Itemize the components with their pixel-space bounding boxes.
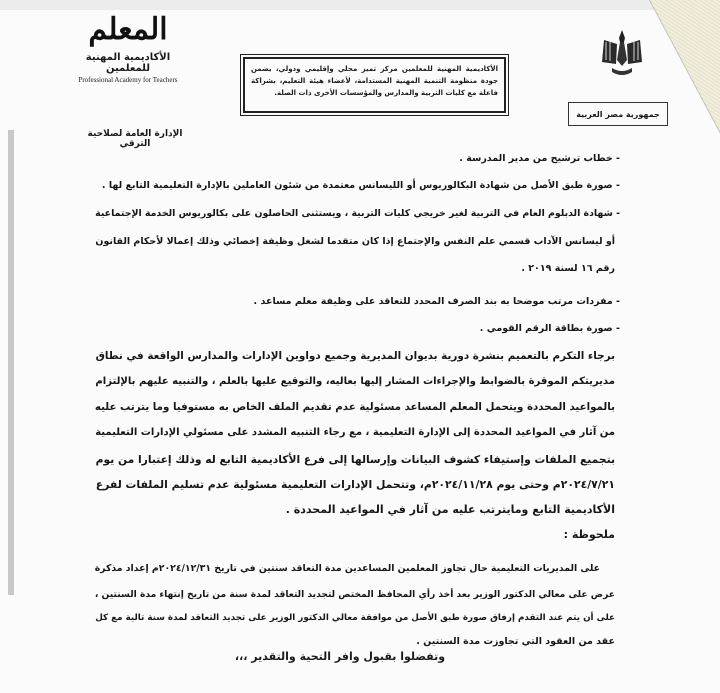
left-margin-bar — [8, 130, 14, 595]
note-line: على المديريات التعليمية حال تجاوز المعلمين المساعدين مدة التعاقد سنتين في تاريخ ٢٠٢٤/١٢/٣١م إعداد مذكرة — [94, 563, 600, 574]
requirement-item-continued: أو ليسانس الآداب قسمي علم النفس والإجتماع إذا كان متقدما لشغل وظيفة إخصائي وذلك إعمالا لأحكام القانون — [95, 236, 615, 247]
body-line: بالمواعيد المحددة ويتحمل المعلم المساعد مسئولية عدم تقديم الملف الخاص به مستوفيا وما يترتب عليه — [94, 401, 615, 413]
requirement-item: - شهادة الدبلوم العام في التربية لغير خريجي كليات التربية ، ويستثنى الحاصلون على بكالوريوس الخدمة الإجتماعية — [95, 208, 620, 219]
academy-logo-icon: المعلم — [88, 12, 168, 47]
body-line: الأكاديمية التابع ومايترتب عليه من آثار في المواعيد المحددة . — [285, 503, 615, 516]
note-title: ملحوظة : — [563, 528, 615, 541]
requirement-item: - صورة بطاقة الرقم القومي . — [480, 323, 620, 334]
requirement-item: - صورة طبق الأصل من شهادة البكالوريوس أو الليسانس معتمدة من شئون العاملين بالإدارة التعليمية التابع لها . — [102, 180, 620, 191]
department-name: الإدارة العامة لصلاحية الترقي — [87, 129, 183, 149]
eagle-emblem-icon — [600, 28, 644, 78]
body-line: مديريتكم الموقرة بالضوابط والإجراءات المشار إليها بعاليه، والتوقيع عليها بالعلم ، والتنبيه عليهم بالإلتزام — [95, 376, 615, 387]
note-line: على أن يتم عند التقدم إرفاق صورة طبق الأصل من موافقة معالي الدكتور الوزير على تجديد التعاقد لمدة سنة تالية مع كل — [95, 613, 615, 623]
country-label: جمهورية مصر العربية — [576, 109, 660, 119]
body-line: ٢٠٢٤/٧/٢١م وحتى يوم ٢٠٢٤/١١/٢٨م، وتتحمل الإدارات التعليمية مسئولية عدم تسليم الملفات لفرع — [95, 478, 615, 491]
mission-statement-box: الأكاديمية المهنية للمعلمين مركز تميز محلي وإقليمي ودولي، يضمن جودة منظومة التنمية المهنية المستدامة، لأعضاء هيئة التعليم، بشراكة فاعلة مع كليات التربية والمدارس والمؤسسات الأخرى ذات الصلة. — [243, 57, 506, 113]
requirement-item: - خطاب ترشيح من مدير المدرسة . — [459, 153, 620, 164]
academy-logo-block — [68, 12, 188, 84]
page-top-edge — [0, 0, 720, 10]
body-line: بتجميع الملفات وإستيفاء كشوف البيانات وإرسالها إلى فرع الأكاديمية التابع له وذلك إعتبارا من يوم — [95, 453, 615, 466]
academy-name-en: Professional Academy for Teachers — [78, 76, 178, 84]
country-label-box — [568, 102, 668, 126]
body-line: برجاء التكرم بالتعميم بنشرة دورية بديوان المديرية وجميع دواوين الإدارات والمدارس الواقعة في نطاق — [95, 350, 615, 362]
academy-name-ar: الأكاديمية المهنية للمعلمين — [85, 52, 171, 74]
note-line: عرض على معالي الدكتور الوزير بعد أخذ رأي المحافظ المختص لتجديد التعاقد لمدة سنة من تاريخ إنتهاء مدة السنتين ، — [94, 590, 615, 600]
requirement-item: - مفردات مرتب موضحا به بند الصرف المحدد للتعاقد على وظيفة معلم مساعد . — [254, 296, 620, 307]
closing-salutation: وتفضلوا بقبول وافر التحية والتقدير ،،، — [234, 650, 446, 663]
note-line: عقد من العقود التي تجاوزت مدة السنتين . — [416, 636, 615, 647]
requirement-item-continued: رقم ١٦ لسنة ٢٠١٩ . — [521, 263, 615, 274]
body-line: من آثار في المواعيد المحددة إلى الإدارة التعليمية ، مع رجاء التنبيه المشدد على مسئولي الإدارات التعليمية — [95, 427, 615, 438]
